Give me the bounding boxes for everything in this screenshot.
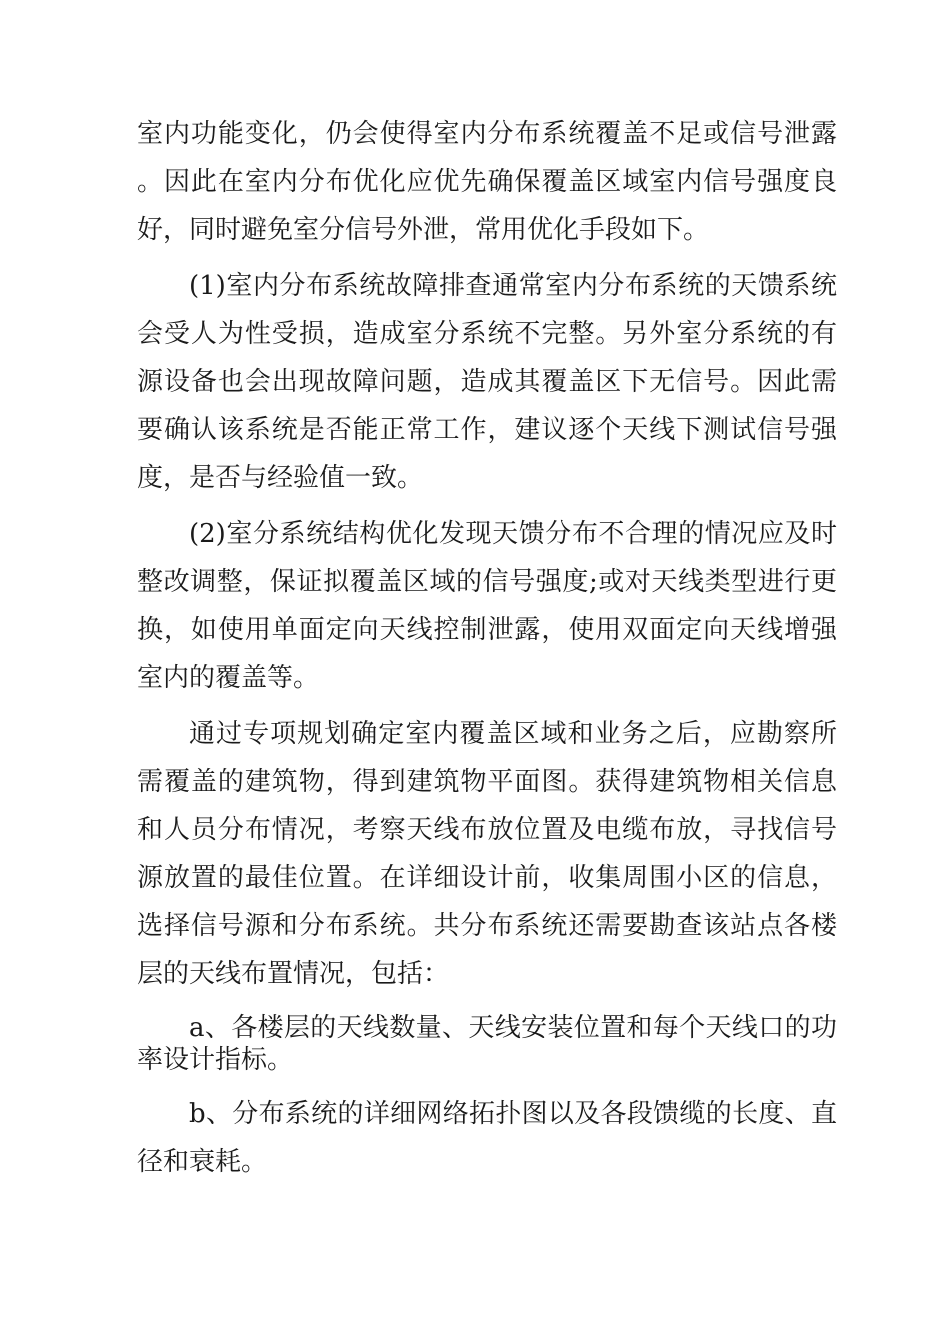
document-page <box>137 110 837 1186</box>
paragraph-intro: 室内功能变化，仍会使得室内分布系统覆盖不足或信号泄露。因此在室内分布优化应优先确保覆盖区域室内信号强度良好，同时避免室分信号外泄，常用优化手段如下。 <box>137 119 837 245</box>
paragraph-list-a: a、各楼层的天线数量、天线安装位置和每个天线口的功率设计指标。 <box>137 1013 837 1075</box>
paragraph-item-1: (1)室内分布系统故障排查通常室内分布系统的天馈系统会受人为性受损，造成室分系统不完整。另外室分系统的有源设备也会出现故障问题，造成其覆盖区下无信号。因此需要确认该系统是否能正常工作，建议逐个天线下测试信号强度，是否与经验值一致。 <box>137 271 837 493</box>
paragraph-list-b: b、分布系统的详细网络拓扑图以及各段馈缆的长度、直径和衰耗。 <box>137 1099 837 1177</box>
paragraph-item-2: (2)室分系统结构优化发现天馈分布不合理的情况应及时整改调整，保证拟覆盖区域的信号强度;或对天线类型进行更换，如使用单面定向天线控制泄露，使用双面定向天线增强室内的覆盖等。 <box>137 519 837 693</box>
paragraph-survey: 通过专项规划确定室内覆盖区域和业务之后，应勘察所需覆盖的建筑物，得到建筑物平面图。获得建筑物相关信息和人员分布情况，考察天线布放位置及电缆布放，寻找信号源放置的最佳位置。在详细设计前，收集周围小区的信息，选择信号源和分布系统。共分布系统还需要勘查该站点各楼层的天线布置情况，包括： <box>137 719 837 989</box>
